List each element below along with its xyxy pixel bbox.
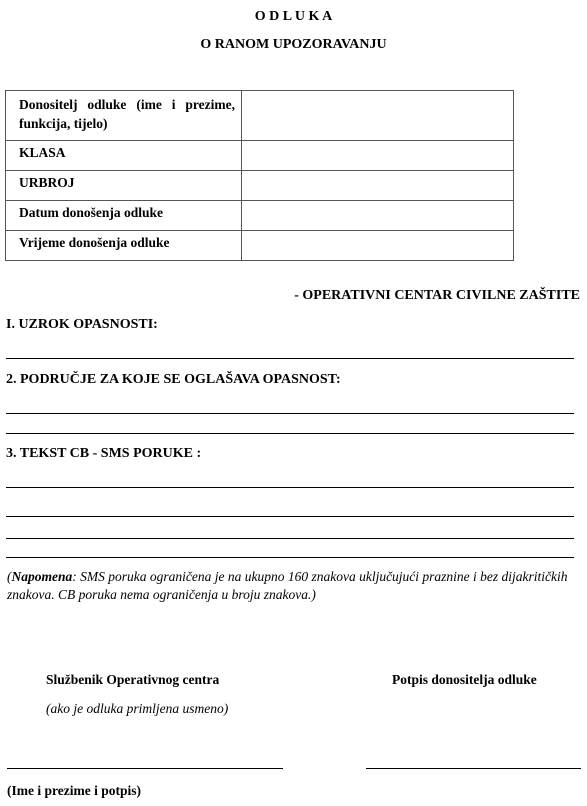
table-label: Donositelj odluke (ime i prezime, funkcija, tijelo) [6, 91, 242, 141]
message-input-line[interactable] [6, 557, 574, 558]
recipient-line: - OPERATIVNI CENTAR CIVILNE ZAŠTITE [294, 288, 580, 303]
area-input-line[interactable] [6, 413, 574, 414]
officer-signature-line[interactable] [7, 768, 283, 769]
table-value-field[interactable] [242, 201, 514, 231]
document-title: O D L U K A [254, 9, 333, 24]
message-input-line[interactable] [6, 487, 574, 488]
officer-title: Službenik Operativnog centra [46, 672, 220, 687]
section-area-heading: 2. PODRUČJE ZA KOJE SE OGLAŠAVA OPASNOST: [6, 372, 341, 387]
table-row [6, 141, 514, 171]
table-value-field[interactable] [242, 141, 514, 171]
area-input-line[interactable] [6, 433, 574, 434]
cause-input-line[interactable] [6, 358, 574, 359]
section-cause-heading: I. UZROK OPASNOSTI: [6, 317, 158, 332]
sms-note [7, 568, 581, 604]
note-open-paren: ( [7, 569, 12, 584]
message-input-line[interactable] [6, 516, 574, 517]
table-label: Vrijeme donošenja odluke [6, 231, 242, 261]
table-row [6, 171, 514, 201]
table-value-field[interactable] [242, 91, 514, 141]
note-label: Napomena [11, 569, 73, 584]
document-subtitle: O RANOM UPOZORAVANJU [200, 37, 387, 52]
officer-note: (ako je odluka primljena usmeno) [46, 701, 229, 716]
signer-title: Potpis donositelja odluke [392, 672, 537, 687]
table-row [6, 231, 514, 261]
section-text-heading: 3. TEKST CB - SMS PORUKE : [6, 446, 202, 461]
table-value-field[interactable] [242, 231, 514, 261]
table-row [6, 91, 514, 141]
note-text: : SMS poruka ograničena je na ukupno 160 znakova uključujući praznine i bez dijakritičkih znakova. CB poruka nema ograničenja u broju znakova.) [7, 569, 568, 602]
table-row [6, 201, 514, 231]
table-label: URBROJ [6, 171, 242, 201]
officer-signature-caption: (Ime i prezime i potpis) [7, 783, 141, 798]
decision-info-table [5, 90, 514, 261]
message-input-line[interactable] [6, 538, 574, 539]
table-value-field[interactable] [242, 171, 514, 201]
signer-signature-line[interactable] [366, 768, 581, 769]
table-label: KLASA [6, 141, 242, 171]
table-label: Datum donošenja odluke [6, 201, 242, 231]
